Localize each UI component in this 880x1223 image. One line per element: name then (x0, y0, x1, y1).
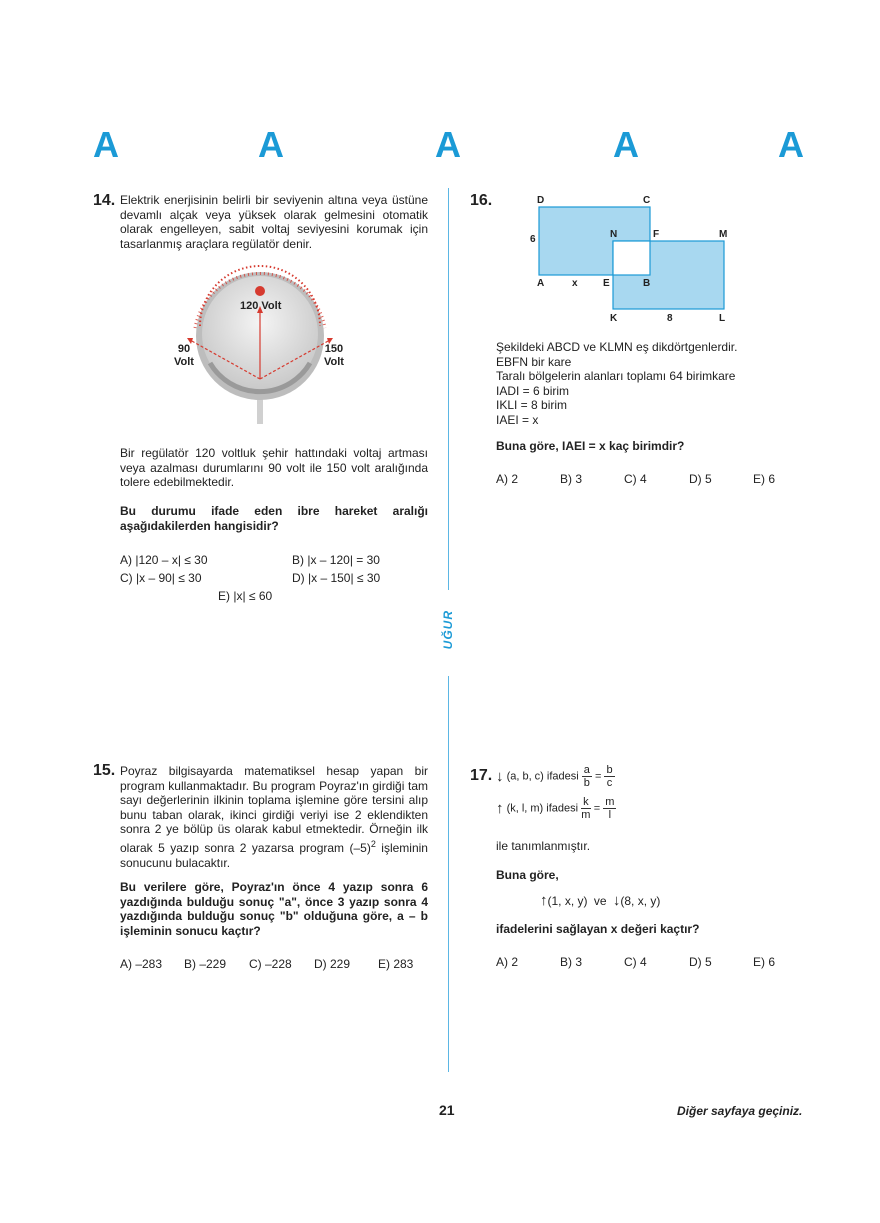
fraction: $\frac{b}{c}$ (606, 764, 613, 789)
question-14-prompt: Bu durumu ifade eden ibre hareket aralığı aşağıdakilerden hangisidir? (120, 504, 428, 533)
header-letter: A (778, 124, 804, 165)
option-a[interactable]: A) |120 – x| ≤ 30 (120, 553, 208, 567)
up-arrow-icon: ↑ (540, 892, 548, 909)
header-letter: A (613, 124, 639, 165)
header-letter: A (435, 124, 461, 165)
given-line: IADI = 6 birim (496, 383, 570, 398)
option-a[interactable]: A) –283 (120, 957, 163, 971)
example-exponent: 2 (370, 838, 376, 849)
option-c[interactable]: C) |x – 90| ≤ 30 (120, 571, 202, 585)
header-letter: A (93, 124, 119, 165)
option-e[interactable]: E) 283 (378, 957, 414, 971)
definition-down (496, 764, 615, 789)
label-b: B (643, 278, 651, 289)
header-letter: A (258, 124, 284, 165)
example-base: (–5) (349, 840, 371, 855)
option-b[interactable]: B) |x – 120| = 30 (292, 553, 380, 567)
question-14-number: 14. (93, 192, 116, 209)
gauge-left-unit: Volt (174, 356, 194, 368)
expression-1: (1, x, y) (547, 894, 588, 908)
question-17-prompt: ifadelerini sağlayan x değeri kaçtır? (496, 922, 700, 936)
label-eight: 8 (667, 313, 673, 324)
option-b[interactable]: B) 3 (560, 472, 583, 486)
question-17-buna: Buna göre, (496, 868, 559, 882)
option-d[interactable]: D) 229 (314, 957, 351, 971)
down-arrow-icon: ↓ (496, 768, 504, 785)
option-d[interactable]: D) 5 (689, 472, 712, 486)
definition-up (496, 796, 616, 821)
fraction: $\frac{k}{m}$ (581, 796, 591, 821)
label-a: A (537, 278, 545, 289)
question-17-defined: ile tanımlanmıştır. (496, 839, 591, 853)
given-line: IKLI = 8 birim (496, 398, 568, 413)
option-b[interactable]: B) 3 (560, 955, 583, 969)
option-c[interactable]: C) 4 (624, 955, 647, 969)
given-line: IAEI = x (496, 412, 539, 427)
definition-up-args: (k, l, m) ifadesi (506, 802, 579, 815)
fraction: $\frac{a}{b}$ (583, 764, 590, 789)
gauge-left-label (174, 343, 194, 369)
equals-sign: = (593, 802, 601, 815)
definition-down-args: (a, b, c) ifadesi (506, 770, 579, 783)
conjunction: ve (593, 894, 607, 908)
question-16-number: 16. (470, 192, 493, 209)
option-b[interactable]: B) –229 (184, 957, 227, 971)
question-15-text: Poyraz bilgisayarda matematiksel hesap yapan bir program kullanmaktadır. Bu program Poyraz'ın girdiği tam sayı değerlerinin ilkinin toplama işlemine göre tersini alıp bunu taban olarak, ikinci girdiği veriyi ise 2 eklendikten sonra 2 ye bölüp üs olarak kabul etmektedir. Örneğin ilk olarak 5 yazıp sonra 2 yazarsa program (120, 764, 428, 855)
gauge-right-label (324, 343, 344, 369)
option-c[interactable]: C) –228 (249, 957, 292, 971)
question-15-body (120, 764, 428, 870)
page-number: 21 (439, 1102, 455, 1118)
question-15-prompt: Bu verilere göre, Poyraz'ın önce 4 yazıp sonra 6 yazdığında bulduğu sonuç "a", önce 3 yazıp sonra 4 yazdığında bulduğu sonuç "b" olduğuna göre, a – b işleminin sonucu kaçtır? (120, 880, 428, 938)
given-line: Taralı bölgelerin alanları toplamı 64 birimkare (496, 369, 736, 384)
label-d: D (537, 195, 545, 206)
given-line: Şekildeki ABCD ve KLMN eş dikdörtgenlerdir. (496, 340, 738, 354)
option-e[interactable]: E) |x| ≤ 60 (218, 589, 273, 603)
option-a[interactable]: A) 2 (496, 472, 519, 486)
label-x: x (572, 278, 578, 289)
option-d[interactable]: D) 5 (689, 955, 712, 969)
label-six: 6 (530, 234, 536, 245)
label-e: E (603, 278, 610, 289)
question-14-body: Bir regülatör 120 voltluk şehir hattındaki voltaj artması veya azalması durumlarını 90 volt ile 150 volt aralığında tolere edebilmektedir. (120, 446, 428, 490)
option-a[interactable]: A) 2 (496, 955, 519, 969)
column-divider-top (448, 188, 449, 590)
expression-2: (8, x, y) (620, 894, 661, 908)
label-m: M (719, 229, 728, 240)
next-page-note: Diğer sayfaya geçiniz. (677, 1104, 803, 1118)
question-15-text-tail: işleminin sonucunu bulacaktır. (120, 840, 428, 870)
rectangles-figure (530, 200, 740, 320)
label-n: N (610, 229, 618, 240)
given-line: EBFN bir kare (496, 354, 572, 369)
down-arrow-icon: ↓ (612, 892, 621, 909)
label-k: K (610, 313, 618, 324)
question-15-number: 15. (93, 762, 116, 779)
gauge-right-value: 150 (324, 343, 344, 355)
option-c[interactable]: C) 4 (624, 472, 647, 486)
equals-sign: = (594, 770, 602, 783)
up-arrow-icon: ↑ (496, 800, 504, 817)
label-f: F (653, 229, 660, 240)
question-16-givens (496, 340, 816, 428)
gauge-center-label: 120 Volt (240, 300, 282, 312)
gauge-left-value: 90 (177, 343, 191, 355)
voltage-gauge (170, 262, 350, 424)
label-l: L (719, 313, 726, 324)
question-17-number: 17. (470, 767, 493, 784)
option-e[interactable]: E) 6 (753, 955, 776, 969)
question-16-prompt: Buna göre, IAEI = x kaç birimdir? (496, 439, 685, 453)
brand-label: UĞUR (441, 610, 455, 650)
column-divider-bottom (448, 676, 449, 1072)
option-d[interactable]: D) |x – 150| ≤ 30 (292, 571, 381, 585)
fraction: $\frac{m}{l}$ (605, 796, 615, 821)
label-c: C (643, 195, 651, 206)
option-e[interactable]: E) 6 (753, 472, 776, 486)
question-17-expressions (540, 892, 660, 909)
question-14-intro: Elektrik enerjisinin belirli bir seviyenin altına veya üstüne devamlı alçak veya yüksek olarak gelmesini otomatik olarak engelleyen, sabit voltaj seviyesini korumak için tasarlanmış araçlara regülatör denir. (120, 193, 428, 251)
gauge-right-unit: Volt (324, 356, 344, 368)
